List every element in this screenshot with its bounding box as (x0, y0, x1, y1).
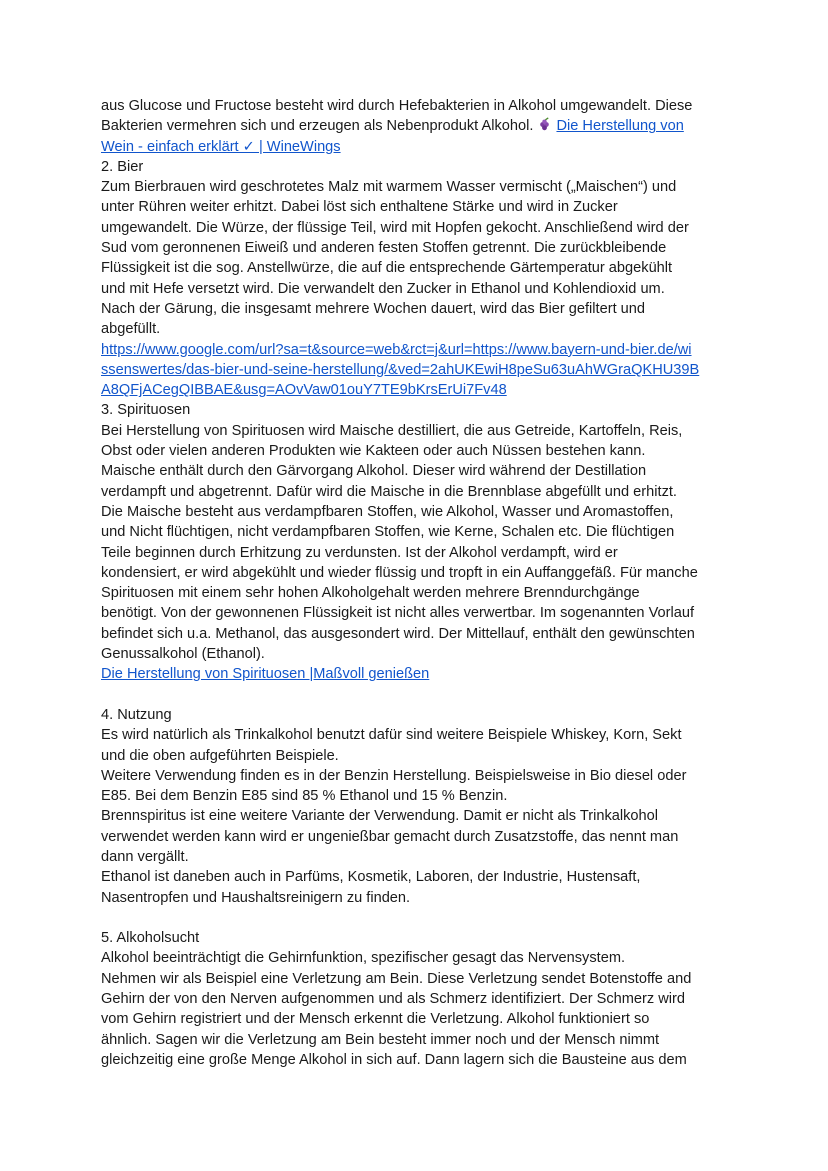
nutzung-line: Weitere Verwendung finden es in der Benzin Herstellung. Beispielsweise in Bio diesel oder (101, 767, 687, 784)
bier-line: Nach der Gärung, die insgesamt mehrere Wochen dauert, wird das Bier gefiltert und (101, 300, 646, 317)
spirituosen-line: Genussalkohol (Ethanol). (101, 646, 265, 663)
alkoholsucht-line: vom Gehirn registriert und der Mensch erkennt die Verletzung. Alkohol funktioniert so (101, 1011, 650, 1028)
nutzung-line: und die oben aufgeführten Beispiele. (101, 747, 339, 764)
heading-nutzung: 4. Nutzung (101, 706, 172, 723)
bier-line: und mit Hefe versetzt wird. Die verwandelt den Zucker in Ethanol und Kohlendioxid um. (101, 280, 665, 297)
spirituosen-source-link[interactable]: Die Herstellung von Spirituosen |Maßvoll genießen (101, 666, 430, 683)
nutzung-line: Brennspiritus ist eine weitere Variante der Verwendung. Damit er nicht als Trinkalkohol (101, 808, 658, 825)
heading-bier: 2. Bier (101, 158, 144, 175)
bier-source-link-line (101, 360, 737, 380)
nutzung-line: verwendet werden kann wird er ungenießbar gemacht durch Zusatzstoffe, das nennt man (101, 828, 679, 845)
wine-source-link-cont[interactable]: Wein - einfach erklärt ✓ | WineWings (101, 138, 341, 155)
bier-source-link-line (101, 380, 737, 400)
bier-line: Flüssigkeit ist die sog. Anstellwürze, die auf die entsprechende Gärtemperatur abgekühlt (101, 260, 673, 277)
bier-line: unter Rühren weiter erhitzt. Dabei löst sich enthaltene Stärke und wird in Zucker (101, 199, 618, 216)
nutzung-line: Ethanol ist daneben auch in Parfüms, Kosmetik, Laboren, der Industrie, Hustensaft, (101, 869, 641, 886)
spirituosen-line: Maische enthält durch den Gärvorgang Alkohol. Dieser wird während der Destillation (101, 463, 647, 480)
nutzung-line: Es wird natürlich als Trinkalkohol benutzt dafür sind weitere Beispiele Whiskey, Korn, Sekt (101, 727, 682, 744)
spirituosen-line: befindet sich u.a. Methanol, das ausgesondert wird. Der Mittellauf, enthält den gewünschten (101, 625, 695, 642)
grape-icon (537, 117, 552, 132)
spirituosen-line: Teile beginnen durch Erhitzung zu verdunsten. Ist der Alkohol verdampft, wird er (101, 544, 618, 561)
bier-line: umgewandelt. Die Würze, der flüssige Teil, wird mit Hopfen gekocht. Anschließend wird der (101, 219, 689, 236)
wine-link-text-1: Die Herstellung von (556, 118, 684, 135)
bier-source-link[interactable]: ssenswertes/das-bier-und-seine-herstellung/&ved=2ahUKEwiH8peSu63uAhWGraQKHU39B (101, 361, 700, 378)
intro-line-1: aus Glucose und Fructose besteht wird durch Hefebakterien in Alkohol umgewandelt. Diese (101, 98, 693, 114)
bier-source-link[interactable]: A8QFjACegQIBBAE&usg=AOvVaw01ouY7TE9bKrsErUi7Fv48 (101, 382, 507, 399)
paragraph-spacer (101, 685, 737, 705)
alkoholsucht-line: gleichzeitig eine große Menge Alkohol in sich auf. Dann lagern sich die Bausteine aus dem (101, 1051, 687, 1068)
bier-source-link[interactable]: https://www.google.com/url?sa=t&source=web&rct=j&url=https://www.bayern-und-bier.de/wi (101, 341, 692, 358)
spirituosen-line: und Nicht flüchtigen, nicht verdampfbaren Stoffen, wie Kerne, Schalen etc. Die flüchtigen (101, 524, 675, 541)
intro-line-3 (101, 137, 737, 157)
bier-line: abgefüllt. (101, 321, 161, 338)
heading-alkoholsucht: 5. Alkoholsucht (101, 930, 200, 947)
spirituosen-line: Obst oder vielen anderen Produkten wie Kakteen oder auch Nüssen bestehen kann. (101, 443, 646, 460)
spirituosen-line: kondensiert, er wird abgekühlt und wieder flüssig und tropft in ein Auffanggefäß. Für manche (101, 564, 698, 581)
nutzung-line: E85. Bei dem Benzin E85 sind 85 % Ethanol und 15 % Benzin. (101, 788, 508, 805)
intro-line-2-text: Bakterien vermehren sich und erzeugen als Nebenprodukt Alkohol. (101, 118, 534, 135)
nutzung-line: dann vergällt. (101, 848, 189, 865)
intro-line-2 (101, 116, 737, 136)
bier-line: Sud vom geronnenen Eiweiß und anderen festen Stoffen getrennt. Die zurückbleibende (101, 240, 667, 257)
paragraph-spacer (101, 908, 737, 928)
heading-spirituosen: 3. Spirituosen (101, 402, 191, 419)
bier-line: Zum Bierbrauen wird geschrotetes Malz mit warmem Wasser vermischt („Maischen“) und (101, 179, 677, 196)
spirituosen-line: Bei Herstellung von Spirituosen wird Maische destilliert, die aus Getreide, Kartoffeln, Reis, (101, 422, 683, 439)
spirituosen-source-link-line (101, 664, 737, 684)
alkoholsucht-line: Gehirn der von den Nerven aufgenommen und als Schmerz identifiziert. Der Schmerz wird (101, 991, 686, 1008)
alkoholsucht-line: Nehmen wir als Beispiel eine Verletzung am Bein. Diese Verletzung sendet Botenstoffe and (101, 970, 692, 987)
document-page (101, 96, 737, 1070)
spirituosen-line: verdampft und abgetrennt. Dafür wird die Maische in die Brennblase abgefüllt und erhitzt. (101, 483, 677, 500)
nutzung-line: Nasentropfen und Haushaltsreinigern zu finden. (101, 889, 411, 906)
wine-source-link[interactable] (537, 118, 683, 134)
spirituosen-line: benötigt. Von der gewonnenen Flüssigkeit ist nicht alles verwertbar. Im sogenannten Vorlauf (101, 605, 695, 622)
alkoholsucht-line: ähnlich. Sagen wir die Verletzung am Bein besteht immer noch und der Mensch nimmt (101, 1031, 660, 1048)
alkoholsucht-line: Alkohol beeinträchtigt die Gehirnfunktion, spezifischer gesagt das Nervensystem. (101, 950, 626, 967)
spirituosen-line: Die Maische besteht aus verdampfbaren Stoffen, wie Alkohol, Wasser und Aromastoffen, (101, 503, 674, 520)
spirituosen-line: Spirituosen mit einem sehr hohen Alkoholgehalt werden mehrere Brenndurchgänge (101, 585, 640, 602)
bier-source-link-line (101, 340, 737, 360)
